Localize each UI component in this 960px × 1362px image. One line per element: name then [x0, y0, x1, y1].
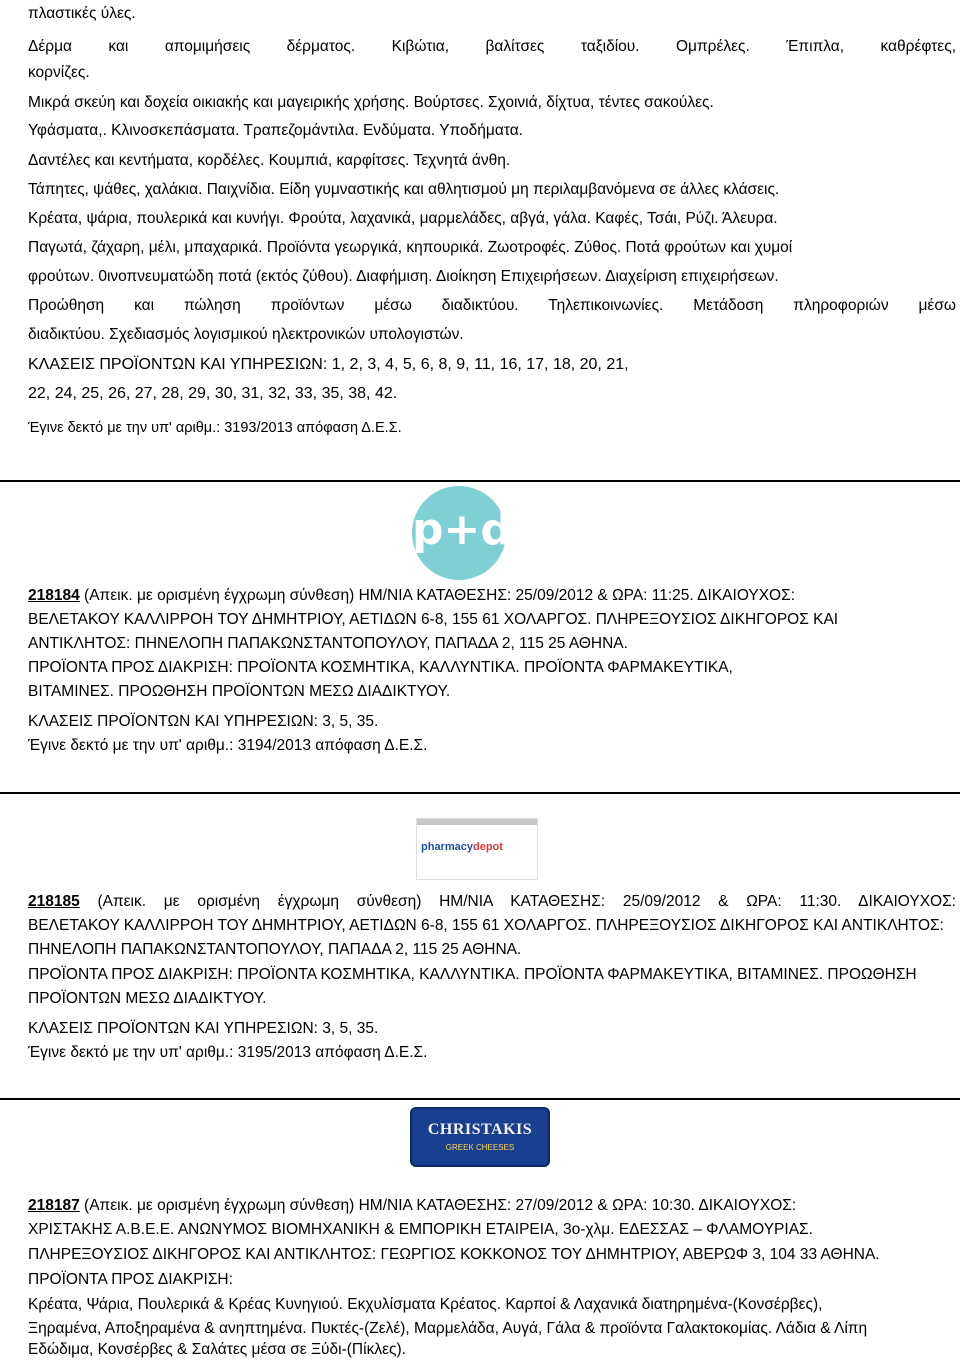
text-line: ΑΝΤΙΚΛΗΤΟΣ: ΠΗΝΕΛΟΠΗ ΠΑΠΑΚΩΝΣΤΑΝΤΟΠΟΥΛΟΥ, ΠΑΠΑΔΑ 2, 115 25 ΑΘΗΝΑ. — [28, 635, 628, 652]
christakis-logo — [410, 1107, 550, 1167]
text-line: Υφάσματα,. Κλινοσκεπάσματα. Τραπεζομάντιλα. Ενδύματα. Υποδήματα. — [28, 122, 523, 139]
entry-header-text: (Απεικ. με ορισμένη έγχρωμη σύνθεση) ΗΜ/ΝΙΑ ΚΑΤΑΘΕΣΗΣ: 25/09/2012 & ΩΡΑ: 11:25. ΔΙΚΑΙΟΥΧΟΣ: — [79, 587, 796, 604]
text-line: ΒΕΛΕΤΑΚΟΥ ΚΑΛΛΙΡΡΟΗ ΤΟΥ ΔΗΜΗΤΡΙΟΥ, ΑΕΤΙΔΩΝ 6-8, 155 61 ΧΟΛΑΡΓΟΣ. ΠΛΗΡΕΞΟΥΣΙΟΣ ΔΙΚΗΓΟΡΟΣ ΚΑΙ — [28, 611, 839, 628]
text-line: κορνίζες. — [28, 64, 90, 81]
pharmacy-depot-logo-bar — [417, 819, 537, 825]
text-line: ΠΡΟΪΟΝΤΑ ΠΡΟΣ ΔΙΑΚΡΙΣΗ: ΠΡΟΪΟΝΤΑ ΚΟΣΜΗΤΙΚΑ, ΚΑΛΛΥΝΤΙΚΑ. ΠΡΟΪΟΝΤΑ ΦΑΡΜΑΚΕΥΤΙΚΑ, — [28, 659, 733, 676]
text-line: ΒΙΤΑΜΙΝΕΣ. ΠΡΟΩΘΗΣΗ ΠΡΟΪΟΝΤΩΝ ΜΕΣΩ ΔΙΑΔΙΚΤΥΟΥ. — [28, 683, 451, 700]
text-line: Μικρά σκεύη και δοχεία οικιακής και μαγειρικής χρήσης. Βούρτσες. Σχοινιά, δίχτυα, τέντες σακούλες. — [28, 94, 714, 111]
text-line: διαδικτύου. Σχεδιασμός λογισμικού ηλεκτρονικών υπολογιστών. — [28, 326, 464, 343]
classes-line: ΚΛΑΣΕΙΣ ΠΡΟΪΟΝΤΩΝ ΚΑΙ ΥΠΗΡΕΣΙΩΝ: 3, 5, 35. — [28, 713, 379, 730]
acceptance-note: Έγινε δεκτό με την υπ' αριθμ.: 3194/2013 απόφαση Δ.Ε.Σ. — [28, 737, 428, 754]
entry-header — [28, 1196, 796, 1216]
pd-logo — [412, 486, 512, 580]
pharmacy-depot-logo-box — [416, 818, 538, 880]
text-line: Προώθηση και πώληση προϊόντων μέσω διαδικτύου. Τηλεπικοινωνίες. Μετάδοση πληροφοριών μέσω — [28, 297, 956, 314]
acceptance-note: Έγινε δεκτό με την υπ' αριθμ.: 3195/2013 απόφαση Δ.Ε.Σ. — [28, 1044, 428, 1061]
pd-logo-mark — [412, 486, 512, 580]
text-line: ΠΛΗΡΕΞΟΥΣΙΟΣ ΔΙΚΗΓΟΡΟΣ ΚΑΙ ΑΝΤΙΚΛΗΤΟΣ: ΓΕΩΡΓΙΟΣ ΚΟΚΚΟΝΟΣ ΤΟΥ ΔΗΜΗΤΡΙΟΥ, ΑΒΕΡΩΦ 3, 104 33 ΑΘΗΝΑ. — [28, 1246, 880, 1263]
entry-header-text: (Απεικ. με ορισμένη έγχρωμη σύνθεση) ΗΜ/ΝΙΑ ΚΑΤΑΘΕΣΗΣ: 27/09/2012 & ΩΡΑ: 10:30. ΔΙΚΑΙΟΥΧΟΣ: — [79, 1197, 797, 1214]
text-line: Εδώδιμα, Κονσέρβες & Σαλάτες μέσα σε Ξύδι-(Πίκλες). — [28, 1341, 406, 1358]
text-line: ΒΕΛΕΤΑΚΟΥ ΚΑΛΛΙΡΡΟΗ ΤΟΥ ΔΗΜΗΤΡΙΟΥ, ΑΕΤΙΔΩΝ 6-8, 155 61 ΧΟΛΑΡΓΟΣ. ΠΛΗΡΕΞΟΥΣΙΟΣ ΔΙΚΗΓΟΡΟΣ ΚΑΙ ΑΝΤΙΚΛΗΤΟΣ: — [28, 917, 944, 934]
entry-header — [28, 586, 795, 606]
text-line: ΠΗΝΕΛΟΠΗ ΠΑΠΑΚΩΝΣΤΑΝΤΟΠΟΥΛΟΥ, ΠΑΠΑΔΑ 2, 115 25 ΑΘΗΝΑ. — [28, 941, 522, 958]
logo-word-depot: depot — [472, 841, 503, 853]
application-number: 218187 — [28, 1197, 80, 1214]
christakis-logo-subtext: GREEK CHEESES — [445, 1143, 515, 1152]
pd-logo-text: p+d — [412, 504, 512, 555]
acceptance-note: Έγινε δεκτό με την υπ' αριθμ.: 3193/2013 απόφαση Δ.Ε.Σ. — [28, 420, 402, 436]
entry-header-text: (Απεικ. με ορισμένη έγχρωμη σύνθεση) ΗΜ/ΝΙΑ ΚΑΤΑΘΕΣΗΣ: 25/09/2012 & ΩΡΑ: 11:30. ΔΙΚΑΙΟΥΧΟΣ: — [79, 893, 956, 910]
classes-line: 22, 24, 25, 26, 27, 28, 29, 30, 31, 32, 33, 35, 38, 42. — [28, 385, 398, 402]
text-line: πλαστικές ύλες. — [28, 5, 136, 22]
application-number: 218185 — [28, 893, 80, 910]
section-divider — [0, 480, 960, 482]
pharmacy-depot-logo — [416, 818, 538, 880]
logo-word-pharmacy: pharmacy — [421, 841, 473, 853]
text-line: ΠΡΟΪΟΝΤΩΝ ΜΕΣΩ ΔΙΑΔΙΚΤΥΟΥ. — [28, 990, 267, 1007]
entry-header — [28, 892, 956, 912]
christakis-logo-box — [410, 1107, 550, 1167]
text-line: φρούτων. 0ινοπνευματώδη ποτά (εκτός ζύθου). Διαφήμιση. Διοίκηση Επιχειρήσεων. Διαχείριση επιχειρήσεων. — [28, 268, 779, 285]
text-line: ΧΡΙΣΤΑΚΗΣ Α.Β.Ε.Ε. ΑΝΩΝΥΜΟΣ ΒΙΟΜΗΧΑΝΙΚΗ & ΕΜΠΟΡΙΚΗ ΕΤΑΙΡΕΙΑ, 3ο-χλμ. ΕΔΕΣΣΑΣ – ΦΛΑΜΟΥΡΙΑΣ. — [28, 1221, 813, 1238]
text-line: Παγωτά, ζάχαρη, μέλι, μπαχαρικά. Προϊόντα γεωργικά, κηπουρικά. Ζωοτροφές. Ζύθος. Ποτά φρούτων και χυμοί — [28, 239, 793, 256]
classes-line: ΚΛΑΣΕΙΣ ΠΡΟΪΟΝΤΩΝ ΚΑΙ ΥΠΗΡΕΣΙΩΝ: 3, 5, 35. — [28, 1020, 379, 1037]
text-line: Δέρμα και απομιμήσεις δέρματος. Κιβώτια, βαλίτσες ταξιδίου. Ομπρέλες. Έπιπλα, καθρέφτες, — [28, 38, 956, 55]
application-number: 218184 — [28, 587, 80, 604]
text-line: Κρέατα, Ψάρια, Πουλερικά & Κρέας Κυνηγιού. Εκχυλίσματα Κρέατος. Καρποί & Λαχανικά διατηρημένα-(Κονσέρβες), — [28, 1296, 823, 1313]
section-divider — [0, 792, 960, 794]
pharmacy-depot-logo-text — [421, 841, 503, 853]
section-divider — [0, 1098, 960, 1100]
text-line: Τάπητες, ψάθες, χαλάκια. Παιχνίδια. Είδη γυμναστικής και αθλητισμού μη περιλαμβανόμενα σε άλλες κλάσεις. — [28, 181, 780, 198]
classes-line: ΚΛΑΣΕΙΣ ΠΡΟΪΟΝΤΩΝ ΚΑΙ ΥΠΗΡΕΣΙΩΝ: 1, 2, 3, 4, 5, 6, 8, 9, 11, 16, 17, 18, 20, 21, — [28, 356, 629, 373]
text-line: Δαντέλες και κεντήματα, κορδέλες. Κουμπιά, καρφίτσες. Τεχνητά άνθη. — [28, 152, 511, 169]
text-line: Ξηραμένα, Αποξηραμένα & ανηπτημένα. Πυκτές-(Ζελέ), Μαρμελάδα, Αυγά, Γάλα & προϊόντα Γαλακτοκομίας. Λάδια & Λίπη — [28, 1320, 868, 1337]
text-line: ΠΡΟΪΟΝΤΑ ΠΡΟΣ ΔΙΑΚΡΙΣΗ: — [28, 1271, 233, 1288]
text-line: Κρέατα, ψάρια, πουλερικά και κυνήγι. Φρούτα, λαχανικά, μαρμελάδες, αβγά, γάλα. Καφές, Τσάι, Ρύζι. Άλευρα. — [28, 210, 778, 227]
text-line: ΠΡΟΪΟΝΤΑ ΠΡΟΣ ΔΙΑΚΡΙΣΗ: ΠΡΟΪΟΝΤΑ ΚΟΣΜΗΤΙΚΑ, ΚΑΛΛΥΝΤΙΚΑ. ΠΡΟΪΟΝΤΑ ΦΑΡΜΑΚΕΥΤΙΚΑ, ΒΙΤΑΜΙΝΕΣ. ΠΡΟΩΘΗΣΗ — [28, 966, 917, 983]
christakis-logo-text: CHRISTAKIS — [427, 1121, 533, 1138]
